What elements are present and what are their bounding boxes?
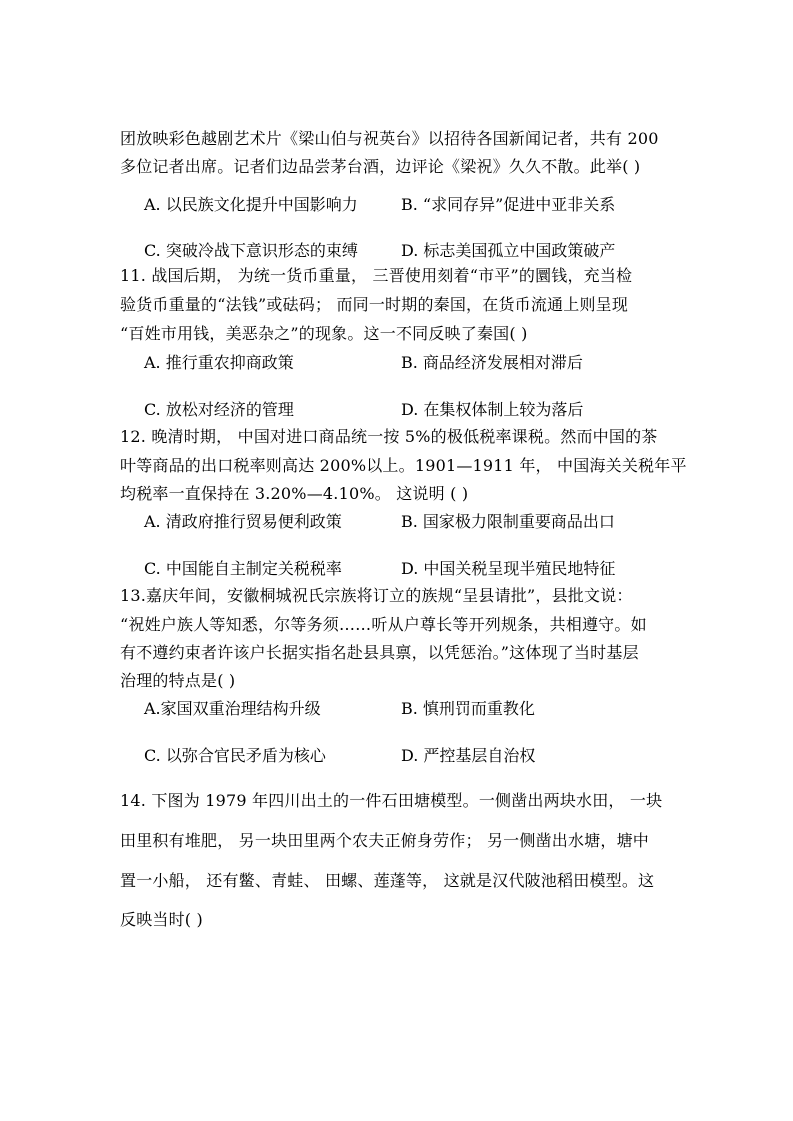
question-12-option-c: C. 中国能自主制定关税税率 xyxy=(144,559,342,578)
question-10-option-a: A. 以民族文化提升中国影响力 xyxy=(144,195,358,214)
question-14-text-line-3: 置一小船， 还有鳖、青蛙、 田螺、莲蓬等， 这就是汉代陂池稻田模型。这 xyxy=(120,871,655,890)
question-11-option-b: B. 商品经济发展相对滞后 xyxy=(401,353,583,372)
question-13-text-line-2: “祝姓户族人等知悉，尔等务须……听从户尊长等开列规条，共相遵守。如 xyxy=(120,615,647,634)
question-11-option-c: C. 放松对经济的管理 xyxy=(144,400,294,419)
question-13-option-d: D. 严控基层自治权 xyxy=(401,746,536,765)
question-11-text-line-2: 验货币重量的“法钱”或砝码； 而同一时期的秦国，在货币流通上则呈现 xyxy=(120,295,629,314)
question-11-text-line-3: “百姓市用钱，美恶杂之”的现象。这一不同反映了秦国( ) xyxy=(120,324,528,343)
question-14-text-line-4: 反映当时( ) xyxy=(120,910,203,929)
question-13-text-line-4: 治理的特点是( ) xyxy=(120,671,236,690)
question-10-text-line-1: 团放映彩色越剧艺术片《梁山伯与祝英台》以招待各国新闻记者，共有 200 xyxy=(120,129,659,148)
question-12-text-line-3: 均税率一直保持在 3.20%—4.10%。 这说明 ( ) xyxy=(120,484,469,503)
question-11-text-line-1: 11. 战国后期， 为统一货币重量， 三晋使用刻着“市平”的圜钱，充当检 xyxy=(120,266,633,285)
question-10-option-b: B. “求同存异”促进中亚非关系 xyxy=(401,195,616,214)
question-14-text-line-1: 14. 下图为 1979 年四川出土的一件石田塘模型。一侧凿出两块水田， 一块 xyxy=(120,791,663,810)
question-12-text-line-2: 叶等商品的出口税率则高达 200%以上。1901—1911 年， 中国海关关税年平 xyxy=(120,456,687,475)
question-13-text-line-3: 有不遵约束者许该户长据实指名赴县具禀，以凭惩治。”这体现了当时基层 xyxy=(120,643,639,662)
question-13-text-line-1: 13.嘉庆年间，安徽桐城祝氏宗族将订立的族规“呈县请批”，县批文说： xyxy=(120,586,633,605)
question-10-text-line-2: 多位记者出席。记者们边品尝茅台酒，边评论《梁祝》久久不散。此举( ) xyxy=(120,157,641,176)
question-12-text-line-1: 12. 晚清时期， 中国对进口商品统一按 5%的极低税率课税。然而中国的茶 xyxy=(120,427,658,446)
question-14-text-line-2: 田里积有堆肥， 另一块田里两个农夫正俯身劳作； 另一侧凿出水塘，塘中 xyxy=(120,831,649,850)
question-12-option-b: B. 国家极力限制重要商品出口 xyxy=(401,512,615,531)
question-12-option-a: A. 清政府推行贸易便利政策 xyxy=(144,512,342,531)
question-11-option-a: A. 推行重农抑商政策 xyxy=(144,353,294,372)
question-10-option-c: C. 突破冷战下意识形态的束缚 xyxy=(144,241,358,260)
question-13-option-b: B. 慎刑罚而重教化 xyxy=(401,699,535,718)
question-10-option-d: D. 标志美国孤立中国政策破产 xyxy=(401,241,616,260)
question-13-option-a: A.家国双重治理结构升级 xyxy=(144,699,321,718)
question-11-option-d: D. 在集权体制上较为落后 xyxy=(401,400,584,419)
question-12-option-d: D. 中国关税呈现半殖民地特征 xyxy=(401,559,616,578)
question-13-option-c: C. 以弥合官民矛盾为核心 xyxy=(144,746,326,765)
